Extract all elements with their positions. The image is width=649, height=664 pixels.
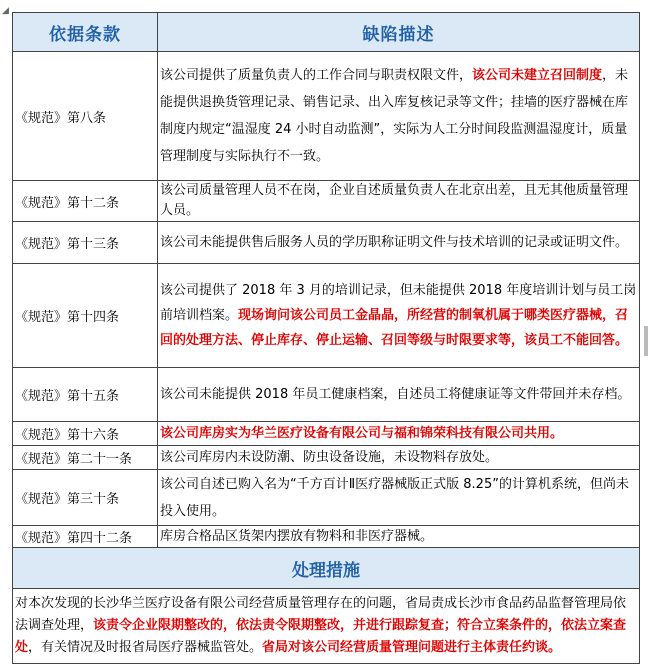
basis-cell: 《规范》第十四条 [13, 264, 158, 368]
text-segment: 该公司库房内未设防潮、防虫设备设施，未设物料存放处。 [160, 449, 499, 465]
text-segment: 该公司质量管理人员不在岗，企业自述质量负责人在北京出差，且无其他质量管理人员。 [160, 183, 629, 218]
header-description: 缺陷描述 [158, 13, 640, 52]
table-row [13, 368, 640, 422]
table-row [13, 470, 640, 526]
highlight-segment: 该责令企业限期整改的，依法责令限期整改，并进行跟踪复查；符合立案条件的，依法立案查处 [15, 618, 627, 655]
description-cell [158, 446, 640, 470]
basis-cell: 《规范》第十六条 [13, 422, 158, 446]
table-row [13, 422, 640, 446]
text-segment: 库房合格品区货架内摆放有物料和非医疗器械。 [160, 528, 434, 544]
measures-row [13, 589, 640, 664]
table-row [13, 446, 640, 470]
description-cell [158, 422, 640, 446]
text-segment: 该公司未能提供 2018 年员工健康档案，自述员工将健康证等文件带回并未存档。 [160, 387, 631, 402]
text-segment: ，有关情况及时报省局医疗器械监管处。 [28, 640, 263, 655]
table-row [13, 222, 640, 264]
text-segment: ，未能提供退换货管理记录、销售记录、出入库复核记录等文件；挂墙的医疗器械在库制度内规定“温湿度 24 小时自动监测”，实际为人工分时间段监测温湿度计，质量管理制度与实际执行不一致。 [160, 68, 629, 164]
basis-cell: 《规范》第十二条 [13, 181, 158, 222]
basis-cell: 《规范》第四十二条 [13, 526, 158, 548]
table-row [13, 526, 640, 548]
measures-title: 处理措施 [13, 548, 640, 589]
description-cell [158, 181, 640, 222]
text-segment: 该公司自述已购入名为“千方百计Ⅱ医疗器械版正式版 8.25”的计算机系统，但尚未投入使用。 [160, 476, 629, 519]
highlight-segment: 省局对该公司经营质量管理问题进行主体责任约谈。 [262, 640, 562, 655]
highlight-segment: 现场询问该公司员工金晶晶，所经营的制氧机属于哪类医疗器械，召回的处理方法、停止库存、停止运输、召回等级与时限要求等，该员工不能回答。 [160, 308, 629, 348]
text-segment: 对本次发现的长沙华兰医疗设备有限公司经营质量管理存在的问题，省局责成长沙市食品药品监督管理局依法调查处理， [15, 596, 627, 633]
scroll-indicator[interactable] [644, 326, 648, 356]
text-segment: 该公司未能提供售后服务人员的学历职称证明文件与技术培训的记录或证明文件。 [160, 234, 629, 250]
description-cell [158, 52, 640, 181]
highlight-segment: 该公司库房实为华兰医疗设备有限公司与福和锦荣科技有限公司共用。 [160, 425, 564, 441]
header-basis: 依据条款 [13, 13, 158, 52]
description-cell [158, 470, 640, 526]
measures-cell [13, 589, 640, 664]
basis-cell: 《规范》第十三条 [13, 222, 158, 264]
text-segment: 该公司提供了 2018 年 3 月的培训记录，但未能提供 2018 年度培训计划与员工岗前培训档案。 [160, 283, 637, 323]
description-cell [158, 222, 640, 264]
highlight-segment: 该公司未建立召回制度 [472, 68, 603, 83]
corner-mark-icon: ◢ [2, 6, 9, 16]
text-segment: 该公司提供了质量负责人的工作合同与职责权限文件， [160, 68, 473, 83]
basis-cell: 《规范》第三十条 [13, 470, 158, 526]
left-margin [0, 0, 10, 637]
measures-header-row [13, 548, 640, 589]
basis-cell: 《规范》第八条 [13, 52, 158, 181]
table-row [13, 264, 640, 368]
basis-cell: 《规范》第二十一条 [13, 446, 158, 470]
description-cell [158, 264, 640, 368]
description-cell [158, 368, 640, 422]
table-row [13, 52, 640, 181]
description-cell [158, 526, 640, 548]
table-header-row [13, 13, 640, 52]
table-row [13, 181, 640, 222]
inspection-table [12, 12, 640, 664]
basis-cell: 《规范》第十五条 [13, 368, 158, 422]
